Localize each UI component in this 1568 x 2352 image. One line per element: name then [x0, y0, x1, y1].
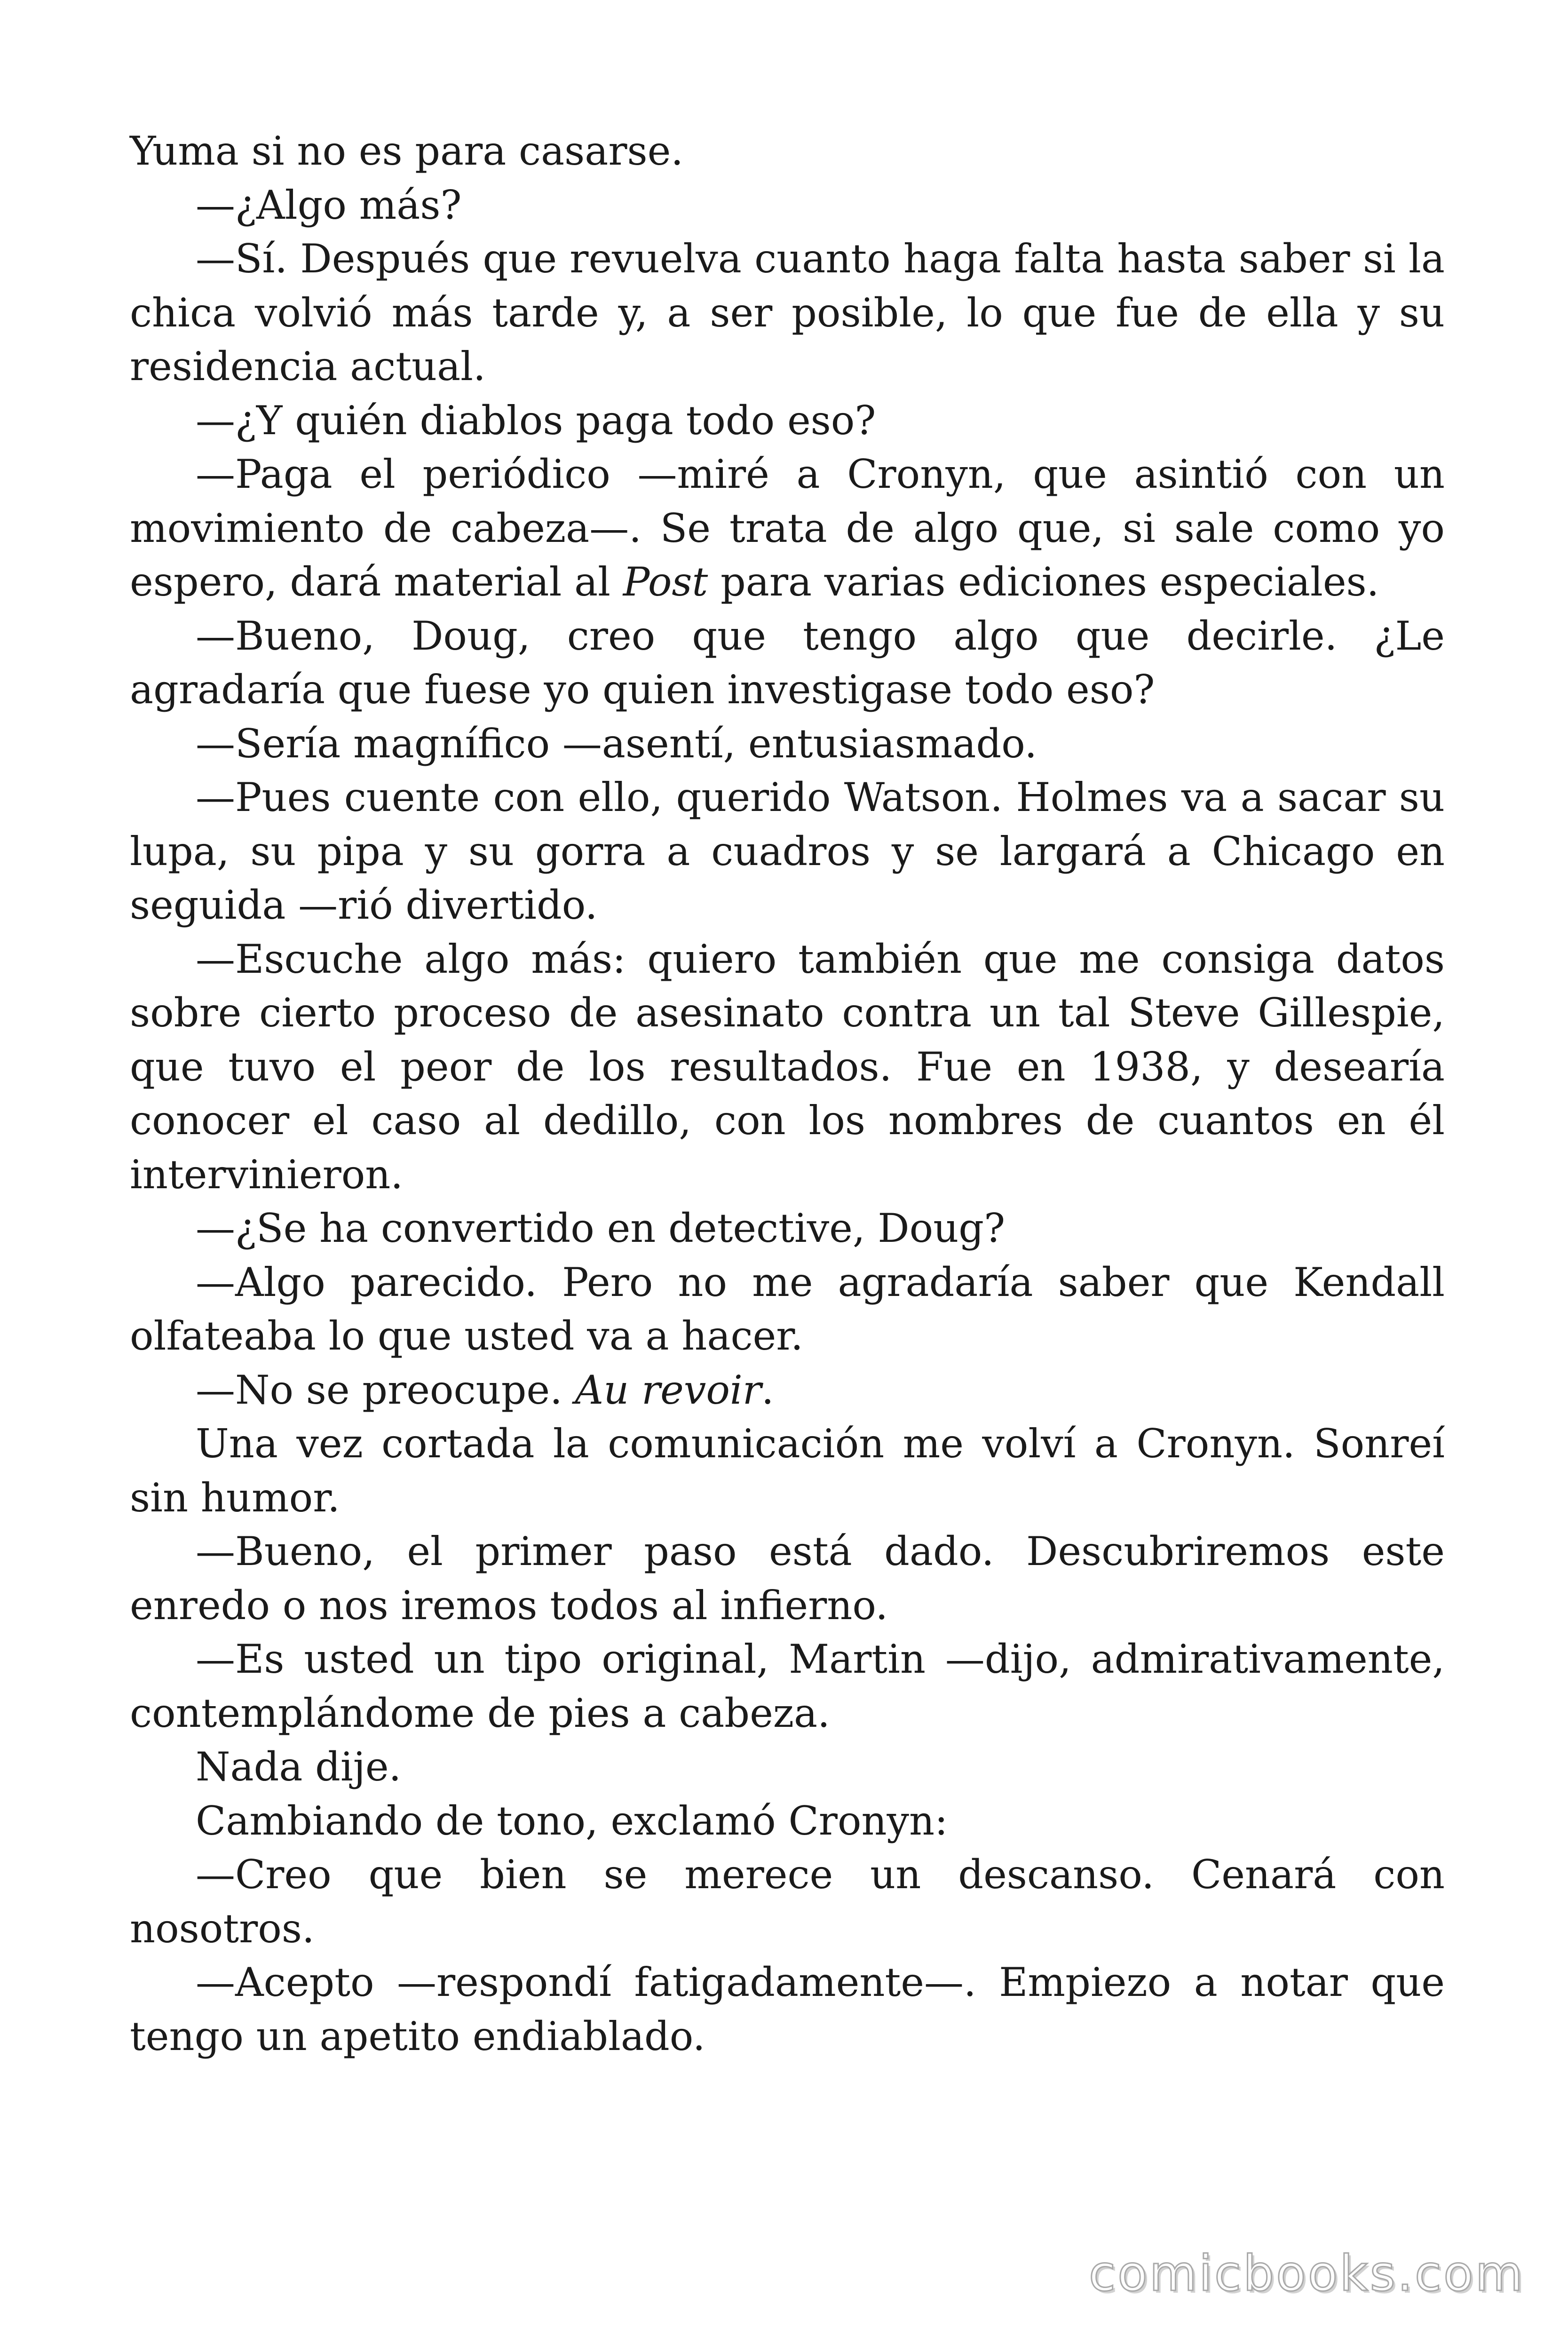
- paragraph: —Bueno, el primer paso está dado. Descubriremos este enredo o nos iremos todos al infierno.: [130, 1528, 1445, 1629]
- paragraph: —¿Se ha convertido en detective, Doug?: [196, 1205, 1006, 1251]
- paragraph: [130, 1363, 1445, 1417]
- paragraph: —¿Algo más?: [196, 182, 462, 228]
- paragraph: —Sería magnífico —asentí, entusiasmado.: [196, 720, 1037, 767]
- paragraph: —Algo parecido. Pero no me agradaría saber que Kendall olfateaba lo que usted va a hacer.: [130, 1259, 1445, 1359]
- paragraph: —Es usted un tipo original, Martin —dijo, admirativamente, contemplándome de pies a cabeza.: [130, 1636, 1445, 1736]
- paragraph-text: para varias ediciones especiales.: [708, 559, 1379, 605]
- paragraph: —Escuche algo más: quiero también que me consiga datos sobre cierto proceso de asesinato contra un tal Steve Gillespie, que tuvo el peor de los resultados. Fue en 1938, y desearía conocer el caso al dedillo, con los nombres de cuantos en él intervinieron.: [130, 936, 1445, 1198]
- italic-text: Au revoir: [575, 1367, 761, 1413]
- paragraph-text: —No se preocupe.: [196, 1367, 575, 1413]
- paragraph: [130, 447, 1445, 609]
- paragraph: —Pues cuente con ello, querido Watson. Holmes va a sacar su lupa, su pipa y su gorra a cuadros y se largará a Chicago en seguida —rió divertido.: [130, 774, 1445, 928]
- paragraph: Nada dije.: [196, 1744, 402, 1790]
- watermark: comicbooks.com: [1088, 2245, 1525, 2302]
- paragraph: —Creo que bien se merece un descanso. Cenará con nosotros.: [130, 1851, 1445, 1952]
- paragraph-text: .: [761, 1367, 774, 1413]
- paragraph: —Acepto —respondí fatigadamente—. Empiezo a notar que tengo un apetito endiablado.: [130, 1959, 1445, 2059]
- paragraph: —Sí. Después que revuelva cuanto haga falta hasta saber si la chica volvió más tarde y, a ser posible, lo que fue de ella y su residencia actual.: [130, 236, 1445, 389]
- paragraph: Una vez cortada la comunicación me volví a Cronyn. Sonreí sin humor.: [130, 1421, 1445, 1521]
- body-text: [130, 124, 1445, 2063]
- paragraph: Cambiando de tono, exclamó Cronyn:: [196, 1797, 948, 1844]
- italic-text: Post: [623, 559, 708, 605]
- paragraph: Yuma si no es para casarse.: [130, 128, 684, 174]
- paragraph: —¿Y quién diablos paga todo eso?: [196, 397, 876, 444]
- paragraph: —Bueno, Doug, creo que tengo algo que decirle. ¿Le agradaría que fuese yo quien investigase todo eso?: [130, 612, 1445, 713]
- paragraph-text: —Paga el periódico —miré a Cronyn, que asintió con un movimiento de cabeza—. Se trata de algo que, si sale como yo espero, dará material al: [130, 451, 1445, 605]
